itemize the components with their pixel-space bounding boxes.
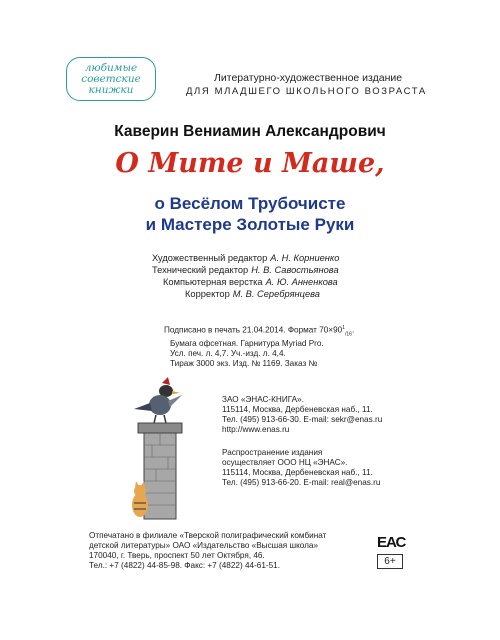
credits-block: [152, 252, 392, 300]
bird-illustration: [134, 377, 182, 423]
distributor-info: [222, 448, 422, 488]
book-subtitle-line2: и Мастере Золотые Руки: [145, 215, 355, 234]
credit-name: М. В. Серебрянцева: [232, 289, 320, 299]
age-rating-badge: 6+: [377, 554, 403, 569]
publisher-name: ЗАО «ЭНАС-КНИГА».: [222, 395, 304, 404]
format-period: .: [351, 325, 355, 335]
printer-line: 170040, г. Тверь, проспект 50 лет Октября, 46.: [89, 551, 265, 560]
genre-label: Литературно-художественное издание: [214, 72, 403, 84]
print-line-run: Тираж 3000 экз. Изд. № 1169. Заказ №: [170, 359, 318, 369]
distributor-line: Тел. (495) 913-66-20. E-mail: real@enas.ru: [222, 478, 381, 487]
book-title: О Мите и Маше,: [115, 148, 385, 179]
print-line-format: [164, 323, 404, 339]
certification-block: [377, 534, 406, 569]
credit-row: [152, 276, 392, 288]
credit-row: [152, 288, 392, 300]
printer-line: детской литературы» ОАО «Издательство «Высшая школа»: [89, 541, 318, 550]
printer-line: Тел.: +7 (4822) 44-85-98. Факс: +7 (4822) 44-61-51.: [89, 561, 280, 570]
publisher-address: 115114, Москва, Дербеневская наб., 11.: [222, 405, 373, 414]
print-line-sheets: Усл. печ. л. 4,7. Уч.-изд. л. 4,4.: [170, 349, 286, 359]
format-denominator: /16: [344, 331, 352, 338]
credit-row: [152, 264, 392, 276]
book-subtitle-line1: о Весёлом Трубочисте: [154, 194, 346, 213]
format-numerator: 1: [342, 325, 345, 331]
publisher-phone: Тел. (495) 913-66-30. E-mail: sekr@enas.ru: [222, 415, 383, 424]
credit-row: [152, 252, 392, 264]
credit-name: Н. В. Савостьянова: [251, 265, 339, 275]
eac-mark: ЕАС: [377, 534, 406, 551]
distributor-line: Распространение издания: [222, 448, 323, 457]
publisher-info: [222, 395, 422, 435]
printer-info: [89, 531, 389, 571]
series-logo: [66, 57, 156, 101]
credit-role: Художественный редактор: [152, 253, 268, 263]
publisher-website: http://www.enas.ru: [222, 425, 290, 434]
chimney-bird-illustration: [110, 373, 210, 523]
credit-role: Компьютерная верстка: [163, 277, 263, 287]
credit-name: А. Н. Корниенко: [270, 253, 340, 263]
audience-label: ДЛЯ МЛАДШЕГО ШКОЛЬНОГО ВОЗРАСТА: [186, 86, 427, 97]
credit-role: Технический редактор: [152, 265, 249, 275]
print-info: [164, 323, 404, 369]
author-name: Каверин Вениамин Александрович: [114, 123, 386, 140]
credit-name: А. Ю. Анненкова: [265, 277, 338, 287]
series-logo-line1: любимые: [84, 62, 138, 74]
distributor-line: осуществляет ООО НЦ «ЭНАС».: [222, 458, 348, 467]
series-logo-line3: книжки: [88, 84, 134, 96]
series-logo-line2: советские: [81, 73, 141, 85]
print-format-text: Подписано в печать 21.04.2014. Формат 70×90: [164, 325, 343, 335]
distributor-line: 115114, Москва, Дербеневская наб., 11.: [222, 468, 373, 477]
credit-role: Корректор: [185, 289, 230, 299]
printer-line: Отпечатано в филиале «Тверской полиграфический комбинат: [89, 531, 327, 540]
print-line-paper: Бумага офсетная. Гарнитура Myriad Pro.: [170, 339, 324, 349]
